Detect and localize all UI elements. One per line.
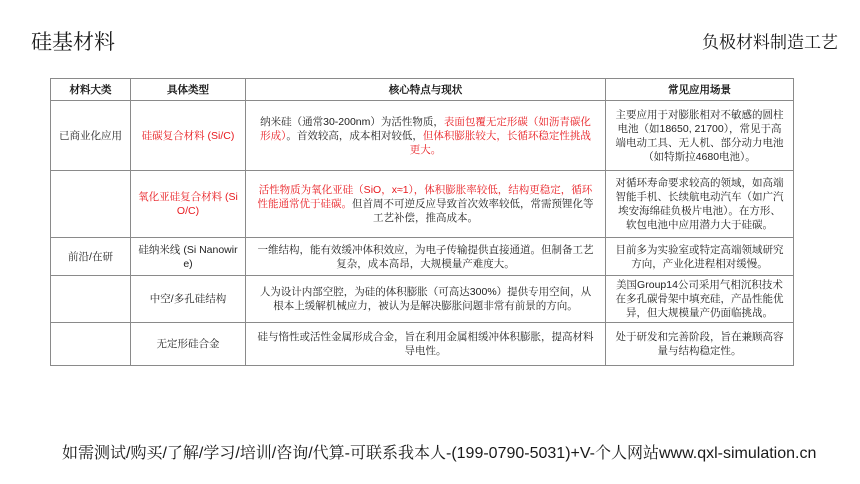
type-label: 无定形硅合金 — [156, 338, 220, 350]
table-row — [51, 323, 794, 366]
category-cell: 前沿/在研 — [51, 238, 131, 276]
type-cell — [131, 101, 246, 171]
features-segment: 。首效较高，成本相对较低， — [286, 129, 423, 142]
table-header-row — [51, 79, 794, 101]
column-header-applications: 常见应用场景 — [606, 79, 794, 101]
type-label: 氧化亚硅复合材料 (SiO/C) — [138, 191, 238, 217]
table-row — [51, 276, 794, 323]
features-segment: 但首周不可逆反应导致首次效率较低，常需预锂化等工艺补偿，推高成本。 — [352, 198, 594, 224]
applications-cell: 美国Group14公司采用气相沉积技术在多孔碳骨架中填充硅，产品性能优异，但大规模量产仍面临挑战。 — [606, 276, 794, 323]
applications-cell: 目前多为实验室或特定高端领域研究方向，产业化进程相对缓慢。 — [606, 238, 794, 276]
table-row — [51, 171, 794, 238]
table-row — [51, 238, 794, 276]
category-cell: 已商业化应用 — [51, 101, 131, 171]
type-label: 中空/多孔硅结构 — [149, 293, 227, 305]
applications-cell: 对循环寿命要求较高的领域，如高端智能手机、长续航电动汽车（如广汽埃安海绵硅负极片电池）。在方形、软包电池中应用潜力大于硅碳。 — [606, 171, 794, 238]
page-title: 硅基材料 — [31, 31, 115, 54]
features-segment: 硅与惰性或活性金属形成合金，旨在利用金属相缓冲体积膨胀，提高材料导电性。 — [257, 331, 594, 357]
features-cell — [246, 101, 606, 171]
contact-footer: 如需测试/购买/了解/学习/培训/咨询/代算-可联系我本人-(199-0790-5031)+V-个人网站www.qxl-simulation.cn — [62, 445, 817, 462]
applications-cell: 主要应用于对膨胀相对不敏感的圆柱电池（如18650, 21700），常见于高端电动工具、无人机、部分动力电池（如特斯拉4680电池）。 — [606, 101, 794, 171]
type-label: 硅碳复合材料 (Si/C) — [141, 129, 235, 142]
materials-table — [50, 78, 794, 366]
features-cell — [246, 323, 606, 366]
category-cell — [51, 276, 131, 323]
features-cell — [246, 238, 606, 276]
table-row — [51, 101, 794, 171]
features-segment: 人为设计内部空腔，为硅的体积膨胀（可高达300%）提供专用空间，从根本上缓解机械应力，被认为是解决膨胀问题非常有前景的方向。 — [259, 286, 592, 312]
category-cell — [51, 323, 131, 366]
type-cell — [131, 238, 246, 276]
features-segment: 但体积膨胀较大，长循环稳定性挑战更大。 — [409, 129, 591, 156]
type-label: 硅纳米线 (Si Nanowire) — [138, 243, 238, 270]
column-header-features: 核心特点与现状 — [246, 79, 606, 101]
features-segment: 活性物质为氧化亚硅（SiO，x≈1），体积膨胀率较低，结构更稳定，循环性能通常优于硅碳。 — [257, 184, 593, 210]
type-cell — [131, 323, 246, 366]
category-cell — [51, 171, 131, 238]
column-header-type: 具体类型 — [131, 79, 246, 101]
type-cell — [131, 171, 246, 238]
features-segment: 纳米硅（通常30-200nm）为活性物质， — [260, 115, 444, 128]
applications-cell: 处于研发和完善阶段，旨在兼顾高容量与结构稳定性。 — [606, 323, 794, 366]
features-segment: 一维结构，能有效缓冲体积效应，为电子传输提供直接通道。但制备工艺复杂，成本高昂，大规模量产难度大。 — [257, 243, 594, 270]
type-cell — [131, 276, 246, 323]
features-segment: 表面包覆无定形碳（如沥青碳化形成） — [260, 115, 591, 142]
features-cell — [246, 171, 606, 238]
page-subtitle: 负极材料制造工艺 — [702, 33, 838, 52]
features-cell — [246, 276, 606, 323]
column-header-category: 材料大类 — [51, 79, 131, 101]
